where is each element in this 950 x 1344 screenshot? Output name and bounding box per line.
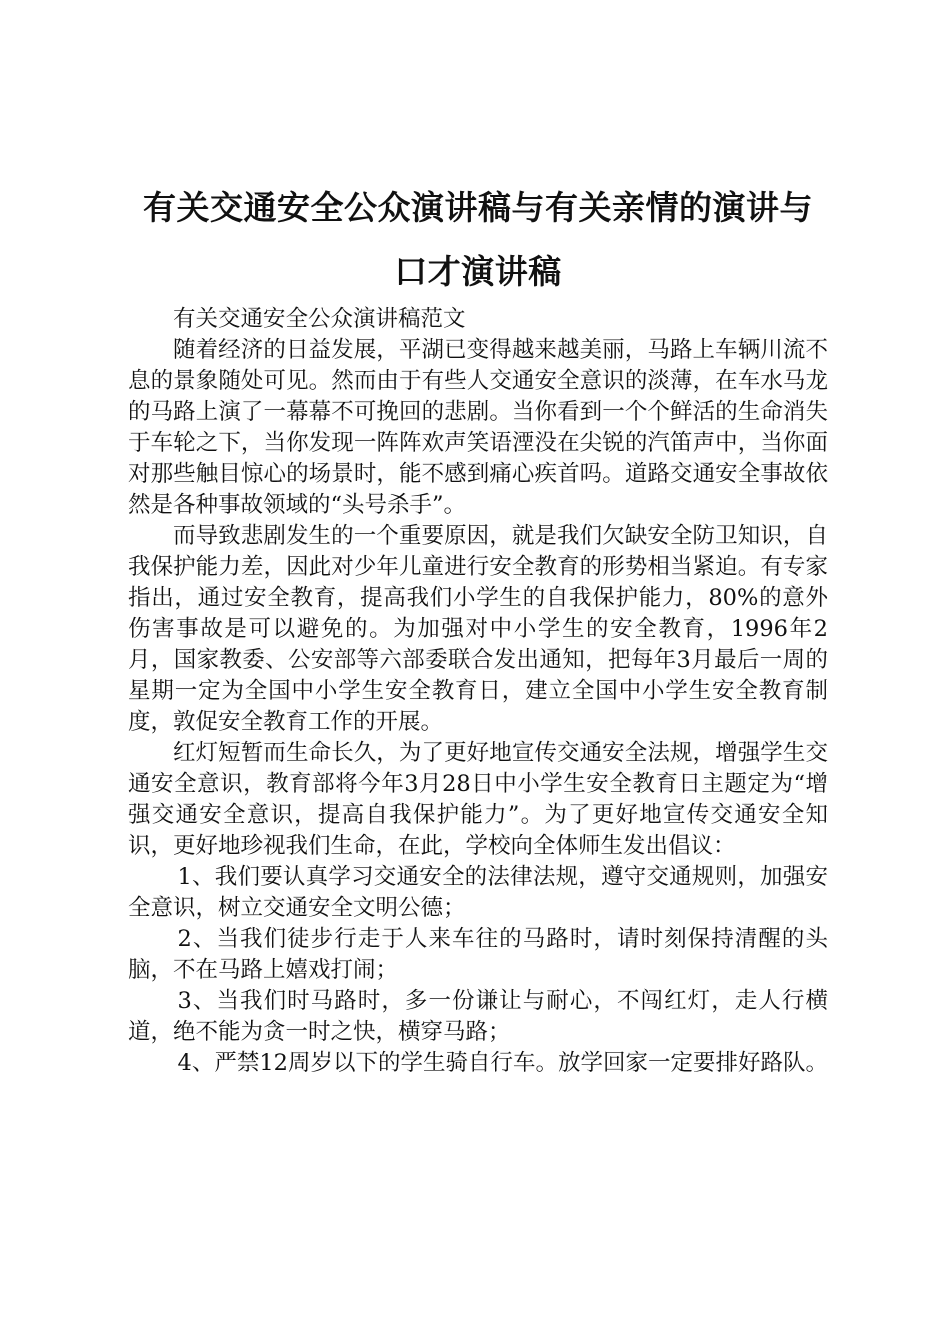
document-body <box>128 304 828 1079</box>
list-item-4: 4、严禁12周岁以下的学生骑自行车。放学回家一定要排好路队。 <box>177 1050 828 1076</box>
paragraph-2: 而导致悲剧发生的一个重要原因，就是我们欠缺安全防卫知识，自我保护能力差，因此对少年儿童进行安全教育的形势相当紧迫。有专家指出，通过安全教育，提高我们小学生的自我保护能力，80%的意外伤害事故是可以避免的。为加强对中小学生的安全教育，1996年2月，国家教委、公安部等六部委联合发出通知，把每年3月最后一周的星期一定为全国中小学生安全教育日，建立全国中小学生安全教育制度，敦促安全教育工作的开展。 <box>128 523 828 735</box>
paragraph-3: 红灯短暂而生命长久，为了更好地宣传交通安全法规，增强学生交通安全意识，教育部将今年3月28日中小学生安全教育日主题定为“增强交通安全意识，提高自我保护能力”。为了更好地宣传交通安全知识，更好地珍视我们生命，在此，学校向全体师生发出倡议： <box>128 740 828 859</box>
list-item-1: 1、我们要认真学习交通安全的法律法规，遵守交通规则，加强安全意识，树立交通安全文明公德； <box>128 864 828 921</box>
document-title <box>128 176 828 304</box>
subtitle: 有关交通安全公众演讲稿范文 <box>173 306 466 332</box>
document-page <box>128 176 828 1079</box>
title-line-1: 有关交通安全公众演讲稿与有关亲情的演讲与 <box>143 188 813 227</box>
list-item-3: 3、当我们时马路时，多一份谦让与耐心，不闯红灯，走人行横道，绝不能为贪一时之快，横穿马路； <box>128 988 828 1045</box>
title-line-2: 口才演讲稿 <box>394 252 562 291</box>
paragraph-1: 随着经济的日益发展，平湖已变得越来越美丽，马路上车辆川流不息的景象随处可见。然而由于有些人交通安全意识的淡薄，在车水马龙的马路上演了一幕幕不可挽回的悲剧。当你看到一个个鲜活的生命消失于车轮之下，当你发现一阵阵欢声笑语湮没在尖锐的汽笛声中，当你面对那些触目惊心的场景时，能不感到痛心疾首吗。道路交通安全事故依然是各种事故领域的“头号杀手”。 <box>128 337 828 518</box>
list-item-2: 2、当我们徒步行走于人来车往的马路时，请时刻保持清醒的头脑，不在马路上嬉戏打闹； <box>128 926 828 983</box>
